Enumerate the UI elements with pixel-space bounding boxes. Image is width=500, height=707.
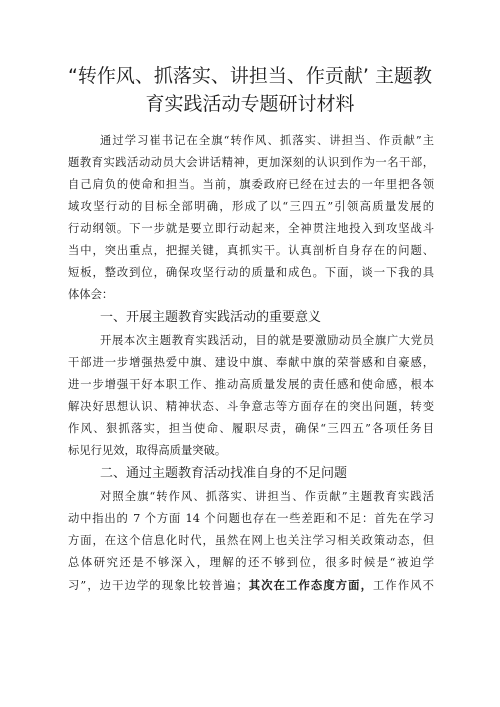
title-line-1: “转作风、抓落实、讲担当、作贡献’ 主题教	[68, 65, 432, 87]
para1-line-5: 行动纲领。下一步就是要立即行动起来，全神贯注地投入到攻坚战斗	[68, 222, 434, 235]
para1-line-3: 自己肩负的使命和担当。当前，旗委政府已经在过去的一年里把各领	[68, 178, 434, 191]
para2-line-1: 开展本次主题教育实践活动，目的就是要激励动员全旗广大党员	[100, 334, 434, 347]
para2-line-3: 进一步增强干好本职工作、推动高质量发展的责任感和使命感，根本	[68, 378, 434, 391]
page-title	[40, 62, 460, 118]
para1-line-6: 当中，突出重点，把握关键，真抓实干。认真剖析自身存在的问题、	[68, 244, 434, 257]
para1-line-7: 短板，整改到位，确保攻坚行动的质量和成色。下面，谈一下我的具	[68, 266, 434, 279]
para3-line-4: 总体研究还是不够深入，理解的还不够到位，很多时候是“被迫学	[68, 556, 434, 569]
para3-line-3: 方面，在这个信息化时代，虽然在网上也关注学习相关政策动态，但	[68, 534, 434, 547]
para1-line-1: 通过学习崔书记在全旗“转作风、抓落实、讲担当、作贡献”主	[100, 134, 434, 147]
title-line-2: 育实践活动专题研讨材料	[145, 93, 355, 115]
para1-line-2: 题教育实践活动动员大会讲话精神，更加深刻的认识到作为一名干部，	[68, 156, 434, 169]
section-heading-1: 一、开展主题教育实践活动的重要意义	[100, 310, 322, 325]
para3-bold-phrase: 其次在工作态度方面，	[247, 578, 373, 592]
section-heading-2: 二、通过主题教育活动找准自身的不足问题	[100, 466, 348, 481]
para3-line-5	[68, 576, 434, 595]
para1-line-8: 体体会：	[68, 288, 114, 301]
para2-line-4: 解决好思想认识、精神状态、斗争意志等方面存在的突出问题，转变	[68, 400, 434, 413]
para3-line-1: 对照全旗“转作风、抓落实、讲担当、作贡献”主题教育实践活	[100, 490, 434, 503]
para1-line-4: 域攻坚行动的目标全部明确，形成了以“三四五”引领高质量发展的	[68, 200, 434, 213]
para3-line-2: 动中指出的 7 个方面 14 个问题也存在一些差距和不足：首先在学习	[68, 512, 434, 525]
para2-line-6: 标见行见效，取得高质量突破。	[68, 444, 227, 457]
para3-line-5-tail: 工作作风不	[373, 579, 434, 592]
para3-line-5-text: 习”，边干边学的现象比较普遍；	[68, 579, 248, 592]
para2-line-2: 干部进一步增强热爱中旗、建设中旗、奉献中旗的荣誉感和自豪感，	[68, 356, 434, 369]
para2-line-5: 作风、狠抓落实，担当使命、履职尽责，确保“三四五”各项任务目	[68, 422, 434, 435]
